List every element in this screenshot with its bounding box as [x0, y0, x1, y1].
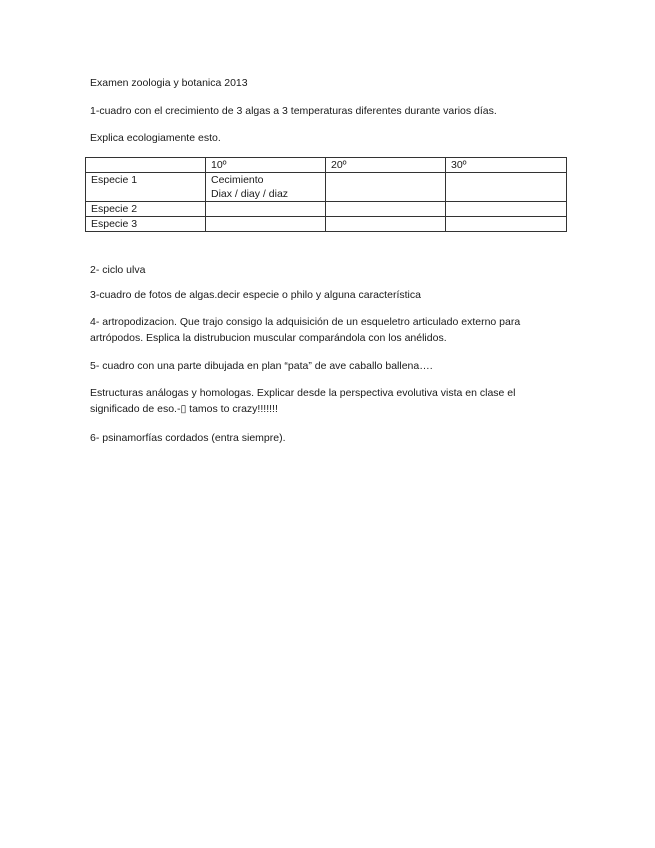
table-cell — [446, 173, 567, 202]
cell-text: Diax / diay / diaz — [211, 188, 289, 200]
table-header-cell — [86, 158, 206, 173]
question-5-extra: Estructuras análogas y homologas. Explicar desde la perspectiva evolutiva vista en clase el significado de eso.-▯ tamos to crazy!!!!!!! — [90, 387, 516, 415]
table-row — [86, 173, 567, 202]
question-3: 3-cuadro de fotos de algas.decir especie o philo y alguna característica — [90, 289, 421, 301]
table-cell — [326, 217, 446, 232]
table-cell — [326, 202, 446, 217]
table-header-cell: 30º — [446, 158, 567, 173]
table-header-cell: 10º — [206, 158, 326, 173]
table-cell — [206, 173, 326, 202]
question-1: 1-cuadro con el crecimiento de 3 algas a 3 temperaturas diferentes durante varios días. — [90, 105, 497, 117]
table-header-cell: 20º — [326, 158, 446, 173]
table-row — [86, 202, 567, 217]
growth-table — [85, 157, 567, 232]
cell-text: Cecimiento — [211, 174, 264, 186]
row-label: Especie 3 — [86, 217, 206, 232]
question-6: 6- psinamorfías cordados (entra siempre). — [90, 432, 286, 444]
row-label: Especie 1 — [86, 173, 206, 202]
table-header-row — [86, 158, 567, 173]
table-cell — [206, 202, 326, 217]
table-cell — [206, 217, 326, 232]
table-cell — [446, 202, 567, 217]
row-label: Especie 2 — [86, 202, 206, 217]
table-row — [86, 217, 567, 232]
table-cell — [326, 173, 446, 202]
question-2: 2- ciclo ulva — [90, 264, 146, 276]
exam-title: Examen zoologia y botanica 2013 — [90, 77, 248, 89]
question-5: 5- cuadro con una parte dibujada en plan “pata” de ave caballo ballena…. — [90, 360, 433, 372]
question-1-instruction: Explica ecologiamente esto. — [90, 132, 221, 144]
table-cell — [446, 217, 567, 232]
question-4: 4- artropodizacion. Que trajo consigo la adquisición de un esqueletro articulado externo para artrópodos. Esplica la distrubucion muscular comparándola con los anélidos. — [90, 316, 521, 344]
